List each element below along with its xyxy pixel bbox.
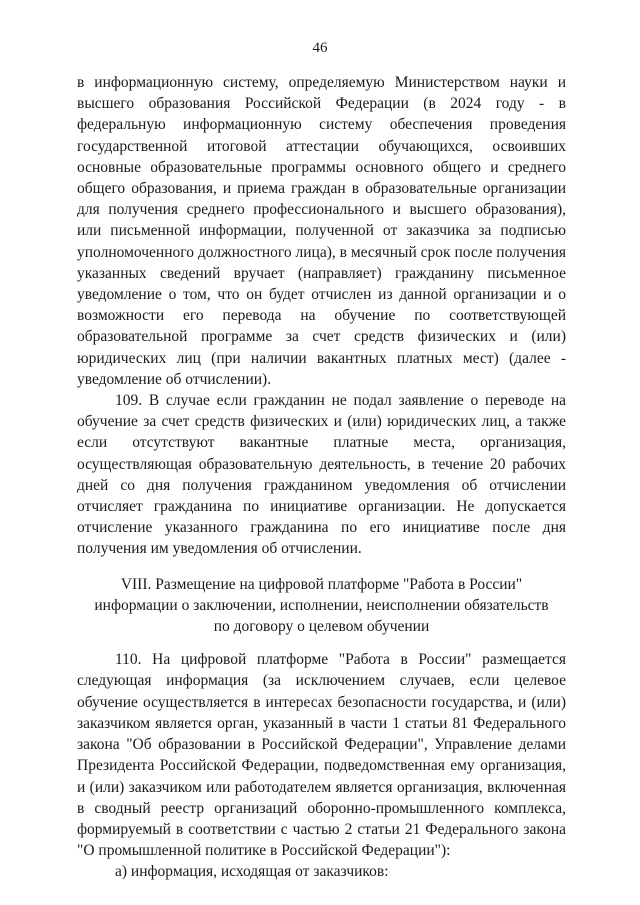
paragraph-continuation: в информационную систему, определяемую Министерством науки и высшего образования Российской Федерации (в 2024 году - в федеральную информационную систему обеспечения проведения государственной итоговой аттестации обучающихся, освоивших основные образовательные программы основного общего и среднего общего образования, и приема граждан в образовательные организации для получения среднего профессионального и высшего образования), или письменной информации, полученной от заказчика за подписью уполномоченного должностного лица), в месячный срок после получения указанных сведений вручает (направляет) гражданину письменное уведомление о том, что он будет отчислен из данной организации и о возможности его перевода на обучение по соответствующей образовательной программе за счет средств физических и (или) юридических лиц (при наличии вакантных платных мест) (далее - уведомление об отчислении). [77, 74, 566, 388]
heading-line-2: информации о заключении, исполнении, неисполнении обязательств [94, 596, 549, 614]
heading-line-3: по договору о целевом обучении [213, 618, 430, 636]
heading-line-1: VIII. Размещение на цифровой платформе "Работа в России" [120, 575, 523, 593]
paragraph-110: 110. На цифровой платформе "Работа в России" размещается следующая информация (за исключением случаев, если целевое обучение осуществляется в интересах безопасности государства, и (или) заказчиком является орган, указанный в части 1 статьи 81 Федерального закона "Об образовании в Российской Федерации", Управление делами Президента Российской Федерации, подведомственная ему организация, и (или) заказчиком или работодателем является организация, включенная в сводный реестр организаций оборонно-промышленного комплекса, формируемый в соответствии с частью 2 статьи 21 Федерального закона "О промышленной политике в Российской Федерации"): [77, 651, 566, 860]
paragraph-110-a: а) информация, исходящая от заказчиков: [115, 863, 389, 881]
section-heading [77, 574, 566, 638]
document-body [77, 72, 566, 883]
paragraph-109: 109. В случае если гражданин не подал заявление о переводе на обучение за счет средств физических и (или) юридических лиц, а также если отсутствуют вакантные платные места, организация, осуществляющая образовательную деятельность, в течение 20 рабочих дней со дня получения гражданином уведомления об отчислении отчисляет гражданина по инициативе организации. Не допускается отчисление указанного гражданина по его инициативе после дня получения им уведомления об отчислении. [77, 392, 566, 558]
page-number: 46 [312, 40, 328, 56]
